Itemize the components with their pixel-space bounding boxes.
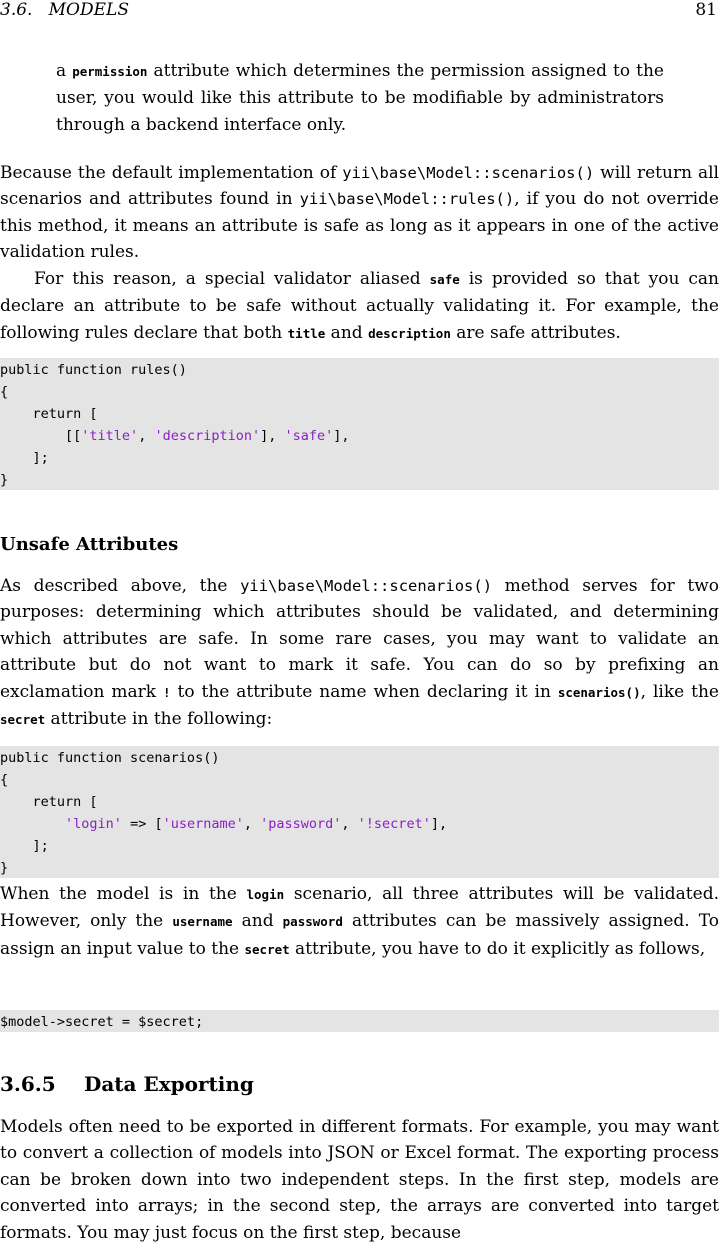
inline-code-safe: safe [429,272,460,287]
code-block-rules: public function rules() { return [ [['title', 'description'], 'safe'], ]; } [0,358,719,490]
para4-text-5: attribute, you have to do it explicitly as follows, [289,938,706,959]
inline-code-exclamation: ! [163,684,171,700]
quote-text-2: attribute which determines the permission assigned to the user, you would like this attribute to be modifiable by administrators through a backend interface only. [56,61,664,135]
quote-text-1: a [56,61,73,81]
code-line: public function scenarios() [0,750,220,766]
paragraph-default-implementation [0,160,719,266]
code-line: $model->secret = $secret; [0,1014,204,1030]
code-line: } [0,472,9,488]
code-line: return [ [0,406,98,422]
code-block-scenarios: public function scenarios() { return [ 'login' => ['username', 'password', '!secret'], ]; } [0,746,719,878]
section-number: 3.6.5 [0,1072,56,1096]
section-heading-data-exporting [0,1072,254,1096]
chapter-title: 3.6. MODELS [0,0,129,20]
para2-text-1: For this reason, a special validator aliased [34,269,430,289]
inline-code-secret: secret [0,712,46,728]
para4-text-3: and [232,911,283,932]
paragraph-login-scenario [0,881,719,963]
code-line: ]; [0,838,49,854]
inline-code-rules-link[interactable]: yii\base\Model::rules() [299,190,515,209]
running-header [0,0,719,22]
inline-code-login: login [246,887,285,902]
quoted-list-continuation [56,58,664,138]
code-line: public function rules() [0,362,187,378]
para1-text-2: will return all scenarios and attributes found in [0,163,719,210]
section-title: Data Exporting [84,1072,254,1096]
inline-code-password: password [282,914,343,930]
paragraph-data-exporting [0,1114,719,1246]
subsection-heading-unsafe-attributes: Unsafe Attributes [0,534,179,555]
para4-text-4: attributes can be massively assigned. To assign an input value to the [0,911,719,959]
inline-code-scenarios-link-2[interactable]: yii\base\Model::scenarios() [240,577,493,595]
para2-text-3: and [325,322,369,343]
code-string: 'username' [162,816,244,832]
para4-text-2: scenario, all three attributes will be validated. However, only the [0,884,719,932]
para2-text-2: is provided so that you can declare an attribute to be safe without actually validating it. For example, the following rules declare that both [0,269,719,343]
para1-text-3: , if you do not override this method, it means an attribute is safe as long as it appears in one of the active validation rules. [0,189,719,263]
para3-text-2: method serves for two purposes: determining which attributes should be validated, and determining which attributes are safe. In some rare cases, you may want to validate an attribute but do not want to mark it safe. You can do so by prefixing an exclamation mark [0,576,719,702]
code-string: 'title' [81,428,139,444]
code-block-assign-secret [0,1010,719,1032]
code-string: 'password' [260,816,342,832]
inline-code-description: description [368,325,451,341]
inline-code-permission: permission [72,64,148,79]
code-line: } [0,860,9,876]
para5-text: Models often need to be exported in different formats. For example, you may want to convert a collection of models into JSON or Excel format. The exporting process can be broken down into two independent steps. In the first step, models are converted into arrays; in the second step, the arrays are converted into target formats. You may just focus on the first step, because [0,1117,719,1243]
para3-text-4: , like the [640,681,719,702]
paragraph-safe-validator [0,266,719,347]
code-line: ]; [0,450,49,466]
inline-code-username: username [172,914,233,930]
code-string: 'description' [154,428,261,444]
para2-text-4: are safe attributes. [450,322,621,343]
inline-code-secret-2: secret [244,941,290,957]
inline-code-scenarios-link[interactable]: yii\base\Model::scenarios() [342,164,595,182]
inline-code-title: title [287,325,326,341]
code-string: '!secret' [357,816,431,832]
code-string: 'login' [65,816,122,832]
page-number: 81 [695,0,717,20]
code-string: 'safe' [284,428,334,444]
code-line: return [ [0,794,98,810]
code-line: { [0,384,9,400]
para3-text-1: As described above, the [0,576,241,596]
para3-text-5: attribute in the following: [45,709,273,730]
inline-code-scenarios: scenarios() [557,684,641,700]
paragraph-unsafe-attributes [0,573,719,733]
para1-text-1: Because the default implementation of [0,163,343,183]
para4-text-1: When the model is in the [0,884,247,904]
para3-text-3: to the attribute name when declaring it in [170,681,558,702]
code-line: { [0,772,9,788]
